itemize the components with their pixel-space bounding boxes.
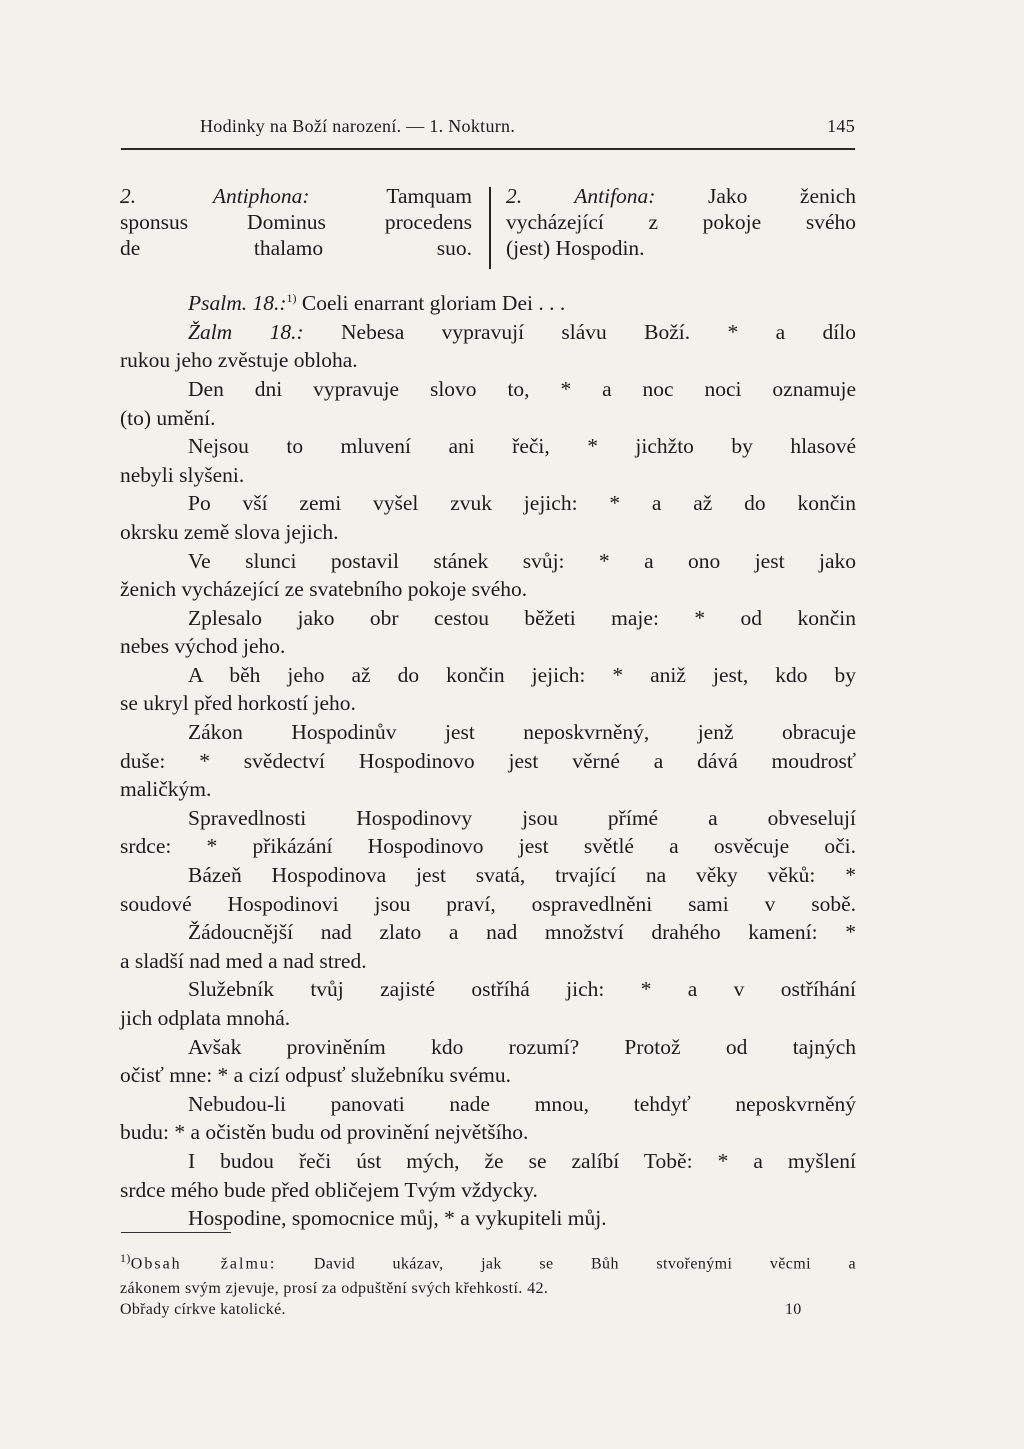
running-title: Hodinky na Boží narození. — 1. Nokturn. [200,116,516,136]
footnote: $^{1)}$Obsah žalmu: David ukázav, jak se Bůh stvořenými věcmi a zákonem svým zjevuje, prosí za odpuštění svých křehkostí. 42. [120,1251,857,1298]
verse-first-line: Žádoucnější nad zlato a nad množství drahého kamení: * [188,920,856,945]
verse-first-line: Den dni vypravuje slovo to, * a noc noci oznamuje [188,376,856,401]
verse-line: duše: * svědectví Hospodinovo jest věrné a dává moudrosť [120,748,856,773]
antiphon-latin: 2. Antiphona: Tamquam sponsus Dominus procedens de thalamo suo. [120,184,472,260]
signature-number: 10 [785,1301,802,1318]
antiphon-czech: 2. Antifona: Jako ženich vycházející z pokoje svého (jest) Hospodin. [506,184,857,260]
verse-line: soudové Hospodinovi jsou praví, ospravedlněni sami v sobě. [120,891,856,916]
column-divider [489,187,491,269]
verse-line: nebes východ jeho. [120,634,286,659]
header-rule [121,148,855,150]
verse-line: (to) umění. [120,405,216,430]
verse-first-line: Zákon Hospodinův jest neposkvrněný, jenž obracuje [188,720,856,745]
verse-first-line: Spravedlnosti Hospodinovy jsou přímé a obveselují [188,805,856,830]
footnote-label: Obsah žalmu: [130,1255,277,1273]
verse-line: ženich vycházející ze svatebního pokoje svého. [120,577,528,602]
verse-line: očisť mne: * a cizí odpusť služebníku svému. [120,1063,511,1088]
verse-first-line: Nebudou-li panovati nade mnou, tehdyť neposkvrněný [188,1091,856,1116]
verses-list [120,375,856,1233]
psalm-czech-label: Žalm 18.: [188,319,304,344]
antiphon-latin-label: 2. Antiphona: [120,184,310,208]
verse-line: budu: * a očistěn budu od provinění největšího. [120,1120,529,1145]
footnote-rule [121,1232,231,1233]
footnote-ref: 1) [286,291,297,305]
verse-line: jich odplata mnohá. [120,1006,291,1030]
psalm-czech-first-line: Žalm 18.: Nebesa vypravují slávu Boží. * a dílo [188,319,857,344]
verse-line: nebyli slyšeni. [120,462,245,487]
antiphon-columns [120,183,856,267]
psalm-text [120,284,856,1233]
verse-first-line: A běh jeho až do končin jejich: * aniž jest, kdo by [188,662,856,687]
verse-line: rukou jeho zvěstuje obloha. [120,348,358,373]
verse-first-line: Bázeň Hospodinova jest svatá, trvající na věky věků: * [188,863,856,888]
verse-first-line: Ve slunci postavil stánek svůj: * a ono jest jako [188,548,856,573]
antiphon-czech-label: 2. Antifona: [506,184,656,208]
verse-line: maličkým. [120,777,212,802]
verse-line: srdce: * přikázání Hospodinovo jest světlé a osvěcuje oči. [120,834,856,859]
verse-first-line: Služebník tvůj zajisté ostříhá jich: * a v ostříhání [188,977,856,1002]
verse-line: a sladší nad med a nad stred. [120,948,367,973]
verse-line: srdce mého bude před obličejem Tvým vždycky. [120,1177,538,1202]
verse-first-line: Po vší zemi vyšel zvuk jejich: * a až do končin [188,491,856,516]
verse-line: Hospodine, spomocnice můj, * a vykupiteli můj. [188,1206,607,1231]
verse-first-line: Zplesalo jako obr cestou běžeti maje: * od končin [188,605,856,630]
verse-line: se ukryl před horkostí jeho. [120,691,356,716]
page-number: 145 [827,116,855,136]
verse-line: okrsku země slova jejich. [120,519,339,544]
verse-first-line: Avšak proviněním kdo rozumí? Protož od tajných [188,1034,856,1059]
verse-first-line: I budou řeči úst mých, že se zalíbí Tobě: * a myšlení [188,1148,856,1173]
psalm-latin-label: Psalm. 18.: [188,291,287,316]
psalm-latin-line: Psalm. 18.:$^{1)}$ Coeli enarrant gloriam Dei . . . [188,291,566,316]
verse-first-line: Nejsou to mluvení ani řeči, * jichžto by hlasové [188,434,856,459]
signature-title: Obřady církve katolické. [120,1301,286,1318]
